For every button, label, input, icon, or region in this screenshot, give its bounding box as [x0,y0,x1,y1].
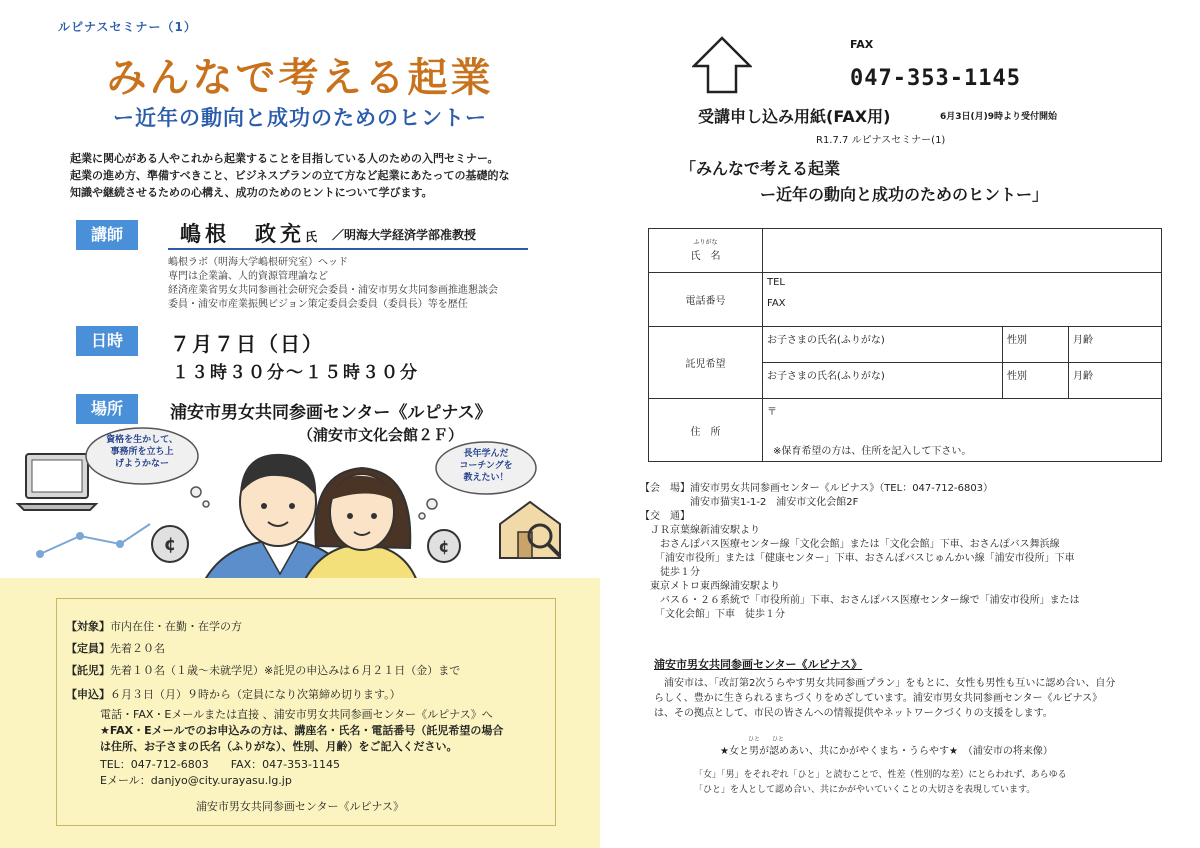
form-title: 受講申し込み用紙(FAX用) [698,107,891,126]
svg-text:¢: ¢ [438,537,450,556]
flyer-title: みんなで考える起業 [106,55,494,101]
flyer-subtitle: ー近年の動向と成功のためのヒントー [113,106,487,130]
info-tag: 【託児】 [66,664,110,677]
name-ruby: ふりがな [693,239,718,246]
lecturer-bio [168,256,588,312]
intro-line: 起業の進め方、準備すべきこと、ビジネスプランの立て方など起業にあたっての基礎的な [70,169,510,182]
footnote-line: 「女」「男」をそれぞれ「ひと」と読むことで、性差（性別的な差）にとらわれず、あらゆる [694,770,1067,780]
name-header [649,229,763,273]
lecturer-divider [168,248,528,250]
info-tag: 【申込】 [66,688,110,701]
apply-line: は住所、お子さまの氏名（ふりがな）、性別、月齢）をご記入ください。 [100,740,458,753]
address-input-cell[interactable] [763,399,1162,462]
up-arrow-icon [692,36,752,94]
form-seminar-title: 「みんなで考える起業 [680,159,841,178]
bubble-text-woman [440,448,532,484]
venue-label: 場所 [76,394,138,424]
tel-label: TEL [767,277,785,288]
lecturer-label: 講師 [76,220,138,250]
footnote-line: 「ひと」を人として認め合い、共にかがやいていくことの大切さを表現しています。 [694,785,1036,795]
event-date: ７月７日（日） [170,332,324,356]
intro-line: 起業に関心がある人やこれから起業することを目指している人のための入門セミナー。 [70,152,499,165]
info-target [66,618,242,634]
access-info [640,482,1180,622]
bubble-line: コーチングを [459,461,513,471]
bubble-line: 長年学んだ [463,449,509,459]
lecturer-name-text: 嶋根 政充 [180,222,305,246]
gender-cell[interactable]: 性別 [1003,327,1069,363]
access-line: 東京メトロ東西線浦安駅より [640,581,780,592]
bio-line: 経済産業省男女共同参画社会研究会委員・浦安市男女共同参画推進懇談会 [168,285,498,296]
contact-email[interactable]: Eメール：danjyo@city.urayasu.lg.jp [100,774,292,787]
coin-icon [428,530,460,562]
org-line: らしく、豊かに生きられるまちづくりをめざしています。浦安市男女共同参画センター《ルピナス》 [654,693,1103,704]
postal-label: 〒 [767,407,777,418]
gender-cell[interactable]: 性別 [1003,363,1069,399]
bio-line: 嶋根ラボ（明海大学嶋根研究室）ヘッド [168,257,348,268]
growth-chart-icon [40,524,150,554]
access-line: おさんぽバス医療センター線「文化会館」または「文化会館」下車、おさんぽバス舞浜線 [640,539,1060,550]
bubble-line: げようかなー [114,459,169,469]
access-line: 【交 通】 [640,511,690,522]
slogan-footnote [694,768,1174,798]
org-heading: 浦安市男女共同参画センター《ルピナス》 [654,658,863,671]
phone-header: 電話番号 [649,273,763,327]
address-header: 住 所 [649,399,763,462]
access-line: 「浦安市役所」または「健康センター」下車、おさんぽバスじゅんかい線「浦安市役所」下車 [640,553,1075,564]
woman-figure [300,468,420,590]
fax-number: 047-353-1145 [850,66,1021,91]
fax-label: FAX [850,38,874,51]
info-tag: 【対象】 [66,620,110,633]
info-tag: 【定員】 [66,642,110,655]
form-seminar-subtitle: ー近年の動向と成功のためのヒントー」 [760,185,1049,204]
childcare-header: 託児希望 [649,327,763,399]
address-note: ※保育希望の方は、住所を記入して下さい。 [773,446,972,457]
lecturer-affiliation: ／明海大学経済学部准教授 [332,228,477,242]
access-line: 「文化会館」下車 徒歩１分 [640,609,785,620]
access-line: 浦安市猫実1-1-2 浦安市文化会館2F [640,497,859,508]
flyer-org: 浦安市男女共同参画センター《ルピナス》 [195,800,405,813]
phone-input-cell[interactable] [763,273,1162,327]
name-label: 氏 名 [690,251,721,262]
coin-icon [152,526,188,562]
house-icon [500,502,560,558]
contact-phone-fax: TEL：047-712-6803 FAX：047-353-1145 [100,758,341,771]
lecturer-name [180,218,317,248]
access-line: ＪＲ京葉線新浦安駅より [640,525,760,536]
info-value: 市内在住・在勤・在学の方 [110,620,242,633]
apply-line: 電話・FAX・Eメールまたは直接 、浦安市男女共同参画センター《ルピナス》へ [100,708,493,721]
info-childcare [66,662,460,678]
bubble-line: 事務所を立ち上 [110,447,174,457]
bio-line: 専門は企業論、人的資源管理論など [168,271,328,282]
apply-line: ★FAX・Eメールでのお申込みの方は、講座名・氏名・電話番号（託児希望の場合 [100,724,504,737]
child-name-cell[interactable]: お子さまの氏名(ふりがな) [763,363,1003,399]
info-capacity [66,640,165,656]
laptop-icon [18,454,96,510]
age-cell[interactable]: 月齢 [1069,363,1162,399]
intro-line: 知識や継続させるための心構え、成功のためのヒントについて学びます。 [70,186,433,199]
svg-text:¢: ¢ [163,534,177,555]
venue-sub: （浦安市文化会館２Ｆ） [298,426,464,444]
org-description [654,676,1164,721]
access-line: バス６・２６系統で「市役所前」下車、おさんぽバス医療センター線で「浦安市役所」または [640,595,1080,606]
name-input-cell[interactable] [763,229,1162,273]
info-value: 先着１０名（１歳～未就学児）※託児の申込みは６月２１日（金）まで [110,664,461,677]
access-line: 徒歩１分 [640,567,700,578]
application-table [648,228,1162,462]
access-line: 【会 場】浦安市男女共同参画センター《ルピナス》（TEL：047-712-6803） [640,483,994,494]
org-line: 浦安市は、「改訂第2次うらやす男女共同参画プラン」をもとに、女性も男性も互いに認め合い、自分 [654,678,1116,689]
bubble-line: 教えたい！ [463,473,509,483]
series-label: ルピナスセミナー（1） [58,20,197,34]
bubble-line: 資格を生かして、 [106,435,178,445]
info-apply [66,686,401,702]
form-title-note: 6月3日(月)9時より受付開始 [940,112,1058,122]
lecturer-name-suffix: 氏 [305,230,318,244]
application-form-page [600,0,1200,848]
form-reference: R1.7.7 ルピナスセミナー(1) [816,135,946,146]
venue-name: 浦安市男女共同参画センター《ルピナス》 [170,403,492,423]
city-slogan: ★女と男が認めあい、共にかがやくまち・うらやす★ （浦安市の将来像） [720,746,1053,757]
age-cell[interactable]: 月齢 [1069,327,1162,363]
child-name-cell[interactable]: お子さまの氏名(ふりがな) [763,327,1003,363]
info-value: ６月３日（月）９時から（定員になり次第締め切ります。） [110,688,401,701]
info-value: 先着２０名 [110,642,165,655]
intro-text [70,150,570,201]
bubble-text-man [94,434,190,470]
org-line: は、その拠点として、市民の皆さんへの情報提供やネットワークづくりの支援をします。 [654,708,1053,719]
bio-line: 委員・浦安市産業振興ビジョン策定委員会委員（委員長）等を歴任 [168,299,468,310]
datetime-label: 日時 [76,326,138,356]
slogan-ruby: ひと ひと [748,736,785,743]
event-time: １３時３０分～１５時３０分 [172,363,419,383]
fax-field-label: FAX [767,298,786,309]
